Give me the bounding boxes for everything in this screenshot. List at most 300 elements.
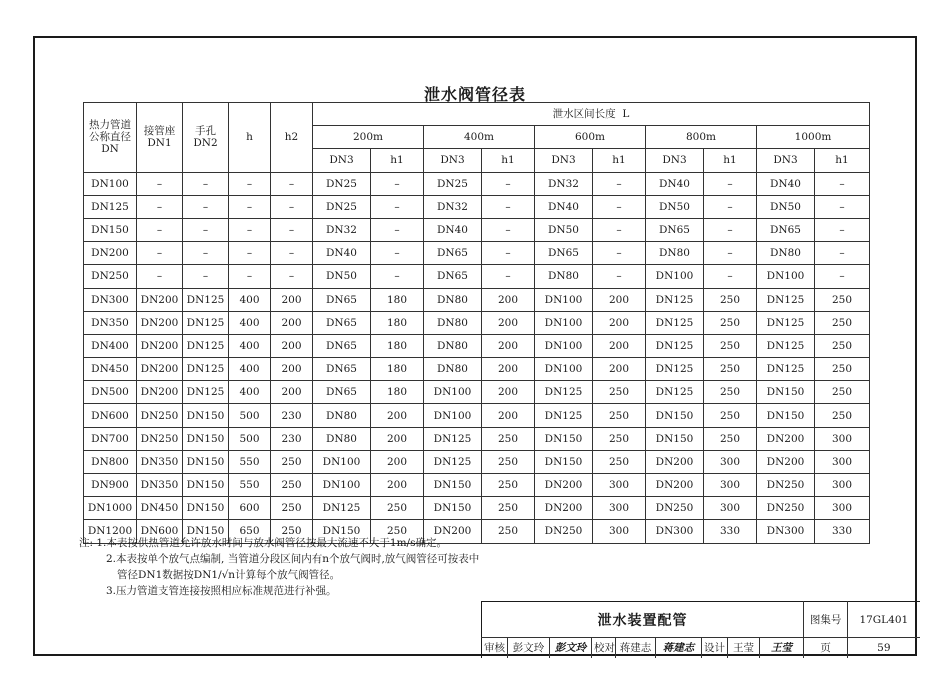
table-cell: DN40 (424, 218, 482, 241)
table-cell: DN150 (183, 474, 229, 497)
table-cell: DN50 (313, 265, 371, 288)
checker-signature: 蒋建志 (656, 638, 702, 658)
table-cell: DN125 (646, 311, 704, 334)
header-length-800: 800m (646, 126, 757, 149)
row-dn-cell: DN100 (84, 172, 137, 195)
table-cell: – (482, 265, 535, 288)
note-line-3: 管径DN1数据按DN1/√n计算每个放气阀管径。 (117, 569, 341, 581)
table-cell: 300 (593, 497, 646, 520)
page-label: 页 (804, 638, 848, 658)
reviewer-signature: 彭文玲 (550, 638, 592, 658)
table-cell: 500 (229, 427, 271, 450)
table-cell: – (815, 242, 870, 265)
table-cell: DN125 (424, 450, 482, 473)
table-cell: DN200 (757, 450, 815, 473)
table-cell: 400 (229, 381, 271, 404)
table-cell: 250 (815, 311, 870, 334)
table-cell: – (371, 195, 424, 218)
header-dn1-line2: DN1 (147, 137, 172, 150)
table-cell: DN125 (757, 311, 815, 334)
table-cell: DN150 (757, 381, 815, 404)
table-cell: – (137, 195, 183, 218)
table-cell: DN150 (424, 497, 482, 520)
row-dn-cell: DN700 (84, 427, 137, 450)
table-cell: DN100 (424, 381, 482, 404)
table-cell: 550 (229, 474, 271, 497)
table-cell: DN100 (424, 404, 482, 427)
table-cell: DN125 (535, 381, 593, 404)
table-cell: – (704, 218, 757, 241)
table-cell: DN250 (137, 404, 183, 427)
table-cell: – (704, 195, 757, 218)
table-cell: DN100 (535, 358, 593, 381)
table-cell: DN200 (646, 450, 704, 473)
table-cell: DN200 (137, 311, 183, 334)
table-cell: 250 (482, 520, 535, 543)
drawing-name: 泄水装置配管 (482, 602, 804, 638)
table-row (84, 427, 870, 450)
table-cell: DN50 (535, 218, 593, 241)
table-cell: DN25 (313, 195, 371, 218)
table-cell: 250 (271, 474, 313, 497)
table-cell: DN80 (313, 427, 371, 450)
table-cell: – (815, 195, 870, 218)
table-cell: 200 (371, 427, 424, 450)
table-cell: DN125 (183, 381, 229, 404)
drawing-sheet (33, 36, 917, 656)
table-cell: DN125 (757, 288, 815, 311)
header-dn-line3: DN (101, 143, 119, 156)
table-cell: DN80 (646, 242, 704, 265)
table-cell: 300 (815, 474, 870, 497)
row-dn-cell: DN900 (84, 474, 137, 497)
table-cell: DN250 (646, 497, 704, 520)
table-cell: DN50 (757, 195, 815, 218)
table-cell: DN350 (137, 474, 183, 497)
table-cell: – (137, 218, 183, 241)
table-cell: – (271, 195, 313, 218)
table-cell: DN150 (183, 450, 229, 473)
header-length-200: 200m (313, 126, 424, 149)
table-cell: 300 (593, 520, 646, 543)
table-cell: DN125 (183, 358, 229, 381)
table-cell: 250 (593, 427, 646, 450)
table-cell: 300 (704, 450, 757, 473)
table-cell: DN100 (313, 474, 371, 497)
table-cell: DN150 (183, 404, 229, 427)
table-cell: DN125 (183, 334, 229, 357)
table-cell: DN25 (424, 172, 482, 195)
row-dn-cell: DN125 (84, 195, 137, 218)
table-cell: – (371, 265, 424, 288)
table-cell: 180 (371, 381, 424, 404)
table-cell: 200 (593, 358, 646, 381)
table-cell: DN25 (313, 172, 371, 195)
table-cell: DN150 (424, 474, 482, 497)
table-cell: 250 (815, 381, 870, 404)
table-cell: 300 (815, 497, 870, 520)
table-cell: DN250 (137, 427, 183, 450)
title-block (481, 601, 920, 658)
table-cell: DN65 (535, 242, 593, 265)
table-cell: DN200 (757, 427, 815, 450)
table-cell: DN250 (535, 520, 593, 543)
table-cell: DN150 (535, 450, 593, 473)
table-cell: DN250 (757, 474, 815, 497)
table-cell: DN50 (646, 195, 704, 218)
row-dn-cell: DN200 (84, 242, 137, 265)
page-number: 59 (848, 638, 920, 658)
check-label: 校对 (592, 638, 616, 658)
header-dn (84, 103, 137, 173)
table-cell: – (229, 265, 271, 288)
table-cell: DN125 (757, 334, 815, 357)
table-row (84, 172, 870, 195)
row-dn-cell: DN400 (84, 334, 137, 357)
header-length-1000: 1000m (757, 126, 870, 149)
table-cell: 600 (229, 497, 271, 520)
table-cell: – (183, 195, 229, 218)
table-cell: 250 (704, 404, 757, 427)
table-cell: DN350 (137, 450, 183, 473)
table-cell: DN150 (646, 404, 704, 427)
header-dn2-line2: DN2 (193, 137, 218, 150)
table-cell: – (704, 265, 757, 288)
row-dn-cell: DN500 (84, 381, 137, 404)
table-cell: 250 (593, 404, 646, 427)
reviewer-name: 彭文玲 (508, 638, 550, 658)
table-cell: – (371, 242, 424, 265)
table-cell: 250 (704, 427, 757, 450)
table-cell: DN80 (424, 358, 482, 381)
table-cell: 250 (371, 497, 424, 520)
notes (79, 535, 479, 599)
table-cell: – (229, 218, 271, 241)
table-row (84, 334, 870, 357)
note-line-2: 2.本表按单个放气点编制, 当管道分段区间内有n个放气阀时,放气阀管径可按表中 (106, 553, 480, 565)
table-cell: 500 (229, 404, 271, 427)
atlas-label: 图集号 (804, 602, 848, 638)
table-cell: 200 (271, 288, 313, 311)
table-cell: 200 (482, 358, 535, 381)
table-cell: DN300 (646, 520, 704, 543)
row-dn-cell: DN350 (84, 311, 137, 334)
table-cell: 250 (815, 288, 870, 311)
table-cell: 250 (704, 334, 757, 357)
table-cell: 200 (371, 450, 424, 473)
table-cell: 200 (482, 288, 535, 311)
table-cell: DN80 (535, 265, 593, 288)
table-cell: 250 (482, 497, 535, 520)
table-cell: 250 (271, 520, 313, 543)
table-cell: 250 (482, 427, 535, 450)
table-cell: 200 (482, 311, 535, 334)
note-line-1: 注: 1.本表按供热管道允许放水时间与放水阀管径按最大流速不大于1m/s确定。 (79, 537, 447, 549)
row-dn-cell: DN600 (84, 404, 137, 427)
table-cell: DN125 (646, 358, 704, 381)
table-row (84, 218, 870, 241)
table-cell: DN80 (424, 311, 482, 334)
table-cell: – (593, 172, 646, 195)
table-cell: DN40 (535, 195, 593, 218)
table-row (84, 450, 870, 473)
designer-name: 王莹 (728, 638, 760, 658)
table-cell: DN450 (137, 497, 183, 520)
table-cell: – (593, 265, 646, 288)
table-cell: – (815, 172, 870, 195)
table-cell: DN100 (535, 311, 593, 334)
table-cell: 330 (815, 520, 870, 543)
table-cell: 300 (704, 474, 757, 497)
table-cell: DN80 (424, 334, 482, 357)
table-cell: – (271, 242, 313, 265)
row-dn-cell: DN1200 (84, 520, 137, 543)
table-cell: 250 (271, 497, 313, 520)
table-cell: DN150 (757, 404, 815, 427)
row-dn-cell: DN450 (84, 358, 137, 381)
table-cell: DN200 (646, 474, 704, 497)
designer-signature: 王莹 (760, 638, 804, 658)
table-cell: 250 (371, 520, 424, 543)
table-cell: 330 (704, 520, 757, 543)
table-cell: 400 (229, 311, 271, 334)
table-cell: DN250 (757, 497, 815, 520)
header-h2: h2 (271, 103, 313, 173)
table-cell: – (137, 242, 183, 265)
table-cell: DN100 (535, 288, 593, 311)
table-cell: 550 (229, 450, 271, 473)
table-row (84, 474, 870, 497)
table-cell: DN200 (424, 520, 482, 543)
table-cell: 250 (482, 450, 535, 473)
table-cell: DN150 (183, 427, 229, 450)
table-cell: – (482, 195, 535, 218)
header-interval: 泄水区间长度 L (313, 103, 870, 126)
header-h1: h1 (815, 149, 870, 172)
atlas-number: 17GL401 (848, 602, 920, 638)
table-cell: – (704, 172, 757, 195)
table-cell: DN150 (313, 520, 371, 543)
table-cell: – (137, 172, 183, 195)
table-cell: DN125 (646, 381, 704, 404)
table-cell: DN125 (313, 497, 371, 520)
header-length-600: 600m (535, 126, 646, 149)
table-cell: DN125 (646, 334, 704, 357)
table-cell: DN65 (313, 334, 371, 357)
table-cell: DN100 (535, 334, 593, 357)
header-h1: h1 (482, 149, 535, 172)
design-label: 设计 (702, 638, 728, 658)
table-cell: DN65 (424, 242, 482, 265)
table-cell: 300 (593, 474, 646, 497)
table-cell: 300 (815, 427, 870, 450)
table-cell: 200 (371, 474, 424, 497)
header-dn3: DN3 (424, 149, 482, 172)
table-cell: 200 (271, 358, 313, 381)
table-cell: DN32 (313, 218, 371, 241)
table-cell: – (371, 218, 424, 241)
table-cell: – (271, 172, 313, 195)
table-cell: DN125 (183, 288, 229, 311)
row-dn-cell: DN800 (84, 450, 137, 473)
table-cell: DN100 (313, 450, 371, 473)
header-length-400: 400m (424, 126, 535, 149)
table-cell: – (229, 172, 271, 195)
table-cell: DN32 (424, 195, 482, 218)
table-cell: 180 (371, 288, 424, 311)
checker-name: 蒋建志 (616, 638, 656, 658)
table-cell: – (815, 218, 870, 241)
table-cell: DN200 (535, 474, 593, 497)
table-cell: 250 (704, 381, 757, 404)
table-cell: 250 (815, 358, 870, 381)
header-dn3: DN3 (757, 149, 815, 172)
table-cell: – (183, 172, 229, 195)
table-row (84, 195, 870, 218)
table-cell: 250 (271, 450, 313, 473)
table-cell: DN65 (313, 381, 371, 404)
table-row (84, 288, 870, 311)
table-cell: 300 (704, 497, 757, 520)
table-cell: 650 (229, 520, 271, 543)
table-cell: 200 (482, 334, 535, 357)
table-cell: 400 (229, 288, 271, 311)
table-cell: DN200 (137, 381, 183, 404)
table-cell: 250 (593, 381, 646, 404)
table-row (84, 311, 870, 334)
table-cell: DN125 (183, 311, 229, 334)
header-dn-line1: 热力管道 (89, 119, 131, 132)
header-dn1 (137, 103, 183, 173)
table-cell: – (593, 242, 646, 265)
table-cell: 200 (593, 311, 646, 334)
header-dn2 (183, 103, 229, 173)
table-cell: 200 (271, 311, 313, 334)
valve-size-table (83, 102, 870, 544)
table-cell: – (482, 172, 535, 195)
table-cell: 180 (371, 334, 424, 357)
table-cell: DN150 (183, 520, 229, 543)
table-cell: DN200 (535, 497, 593, 520)
table-row (84, 265, 870, 288)
table-cell: 250 (815, 334, 870, 357)
table-cell: DN40 (313, 242, 371, 265)
table-cell: 200 (482, 381, 535, 404)
table-cell: – (229, 242, 271, 265)
table-cell: DN150 (183, 497, 229, 520)
table-cell: DN200 (137, 288, 183, 311)
table-cell: 200 (271, 334, 313, 357)
table-cell: DN150 (646, 427, 704, 450)
table-cell: DN80 (313, 404, 371, 427)
review-label: 审核 (482, 638, 508, 658)
table-cell: DN32 (535, 172, 593, 195)
table-cell: 200 (593, 334, 646, 357)
header-h1: h1 (704, 149, 757, 172)
table-cell: DN100 (646, 265, 704, 288)
table-cell: – (593, 195, 646, 218)
table-cell: DN100 (757, 265, 815, 288)
table-cell: 200 (593, 288, 646, 311)
table-cell: 250 (704, 358, 757, 381)
table-cell: – (482, 218, 535, 241)
table-row (84, 381, 870, 404)
table-cell: DN65 (757, 218, 815, 241)
row-dn-cell: DN300 (84, 288, 137, 311)
table-cell: – (183, 242, 229, 265)
header-h: h (229, 103, 271, 173)
table-cell: 250 (704, 311, 757, 334)
table-cell: 400 (229, 358, 271, 381)
table-cell: – (229, 195, 271, 218)
table-row (84, 358, 870, 381)
table-cell: DN40 (757, 172, 815, 195)
table-cell: DN65 (313, 358, 371, 381)
table-cell: DN300 (757, 520, 815, 543)
table-cell: DN80 (757, 242, 815, 265)
header-dn3: DN3 (646, 149, 704, 172)
row-dn-cell: DN150 (84, 218, 137, 241)
table-row (84, 404, 870, 427)
table-body (84, 172, 870, 543)
table-cell: 180 (371, 358, 424, 381)
row-dn-cell: DN1000 (84, 497, 137, 520)
table-cell: – (371, 172, 424, 195)
table-cell: – (183, 265, 229, 288)
table-cell: DN65 (313, 288, 371, 311)
table-cell: 250 (704, 288, 757, 311)
table-cell: – (137, 265, 183, 288)
table-cell: – (704, 242, 757, 265)
table-cell: 200 (371, 404, 424, 427)
table-cell: – (482, 242, 535, 265)
row-dn-cell: DN250 (84, 265, 137, 288)
table-cell: DN40 (646, 172, 704, 195)
table-cell: 200 (271, 381, 313, 404)
table-cell: DN65 (646, 218, 704, 241)
table-cell: – (271, 218, 313, 241)
table-cell: 400 (229, 334, 271, 357)
table-cell: DN125 (757, 358, 815, 381)
table-cell: 230 (271, 404, 313, 427)
table-cell: DN600 (137, 520, 183, 543)
table-cell: 200 (482, 404, 535, 427)
table-cell: DN65 (424, 265, 482, 288)
table-row (84, 497, 870, 520)
table-cell: DN125 (424, 427, 482, 450)
header-dn1-line1: 接管座 (143, 125, 176, 138)
note-line-4: 3.压力管道支管连接按照相应标准规范进行补强。 (106, 585, 337, 597)
table-row (84, 242, 870, 265)
table-cell: – (815, 265, 870, 288)
table-cell: DN150 (535, 427, 593, 450)
table-title: 泄水阀管径表 (423, 85, 526, 104)
header-dn-line2: 公称直径 (89, 131, 131, 144)
table-cell: – (593, 218, 646, 241)
table-cell: DN200 (137, 358, 183, 381)
header-dn3: DN3 (535, 149, 593, 172)
table-cell: 300 (815, 450, 870, 473)
header-h1: h1 (371, 149, 424, 172)
table-cell: – (271, 265, 313, 288)
table-cell: DN80 (424, 288, 482, 311)
table-cell: DN65 (313, 311, 371, 334)
table-cell: 250 (593, 450, 646, 473)
table-cell: DN125 (646, 288, 704, 311)
table-cell: 180 (371, 311, 424, 334)
table-cell: 230 (271, 427, 313, 450)
header-dn2-line1: 手孔 (195, 125, 216, 138)
